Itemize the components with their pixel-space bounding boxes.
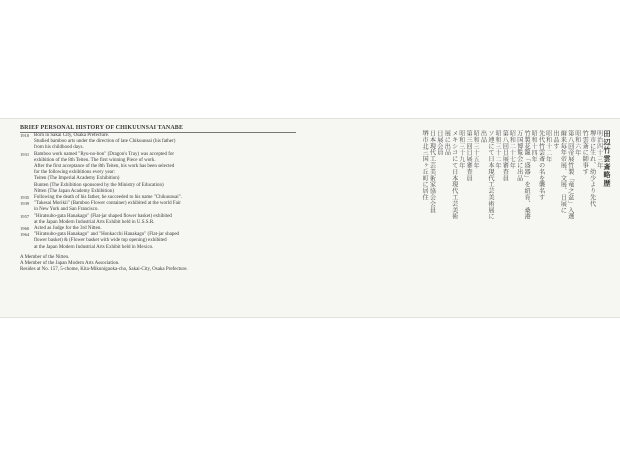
japanese-column: 展に出品	[443, 130, 451, 156]
entry-text: Nitten (The Japan Academy Exhibition)	[34, 188, 114, 194]
japanese-column: 明治四十三年	[595, 130, 603, 169]
japanese-column: 第三回日展審査員	[465, 130, 473, 182]
japanese-history-section	[340, 130, 610, 310]
entry-text: "Takesai Morikii" (Bamboo Flower container) exhibited at the world Fair	[34, 201, 181, 207]
entry-year: 1931	[20, 151, 30, 157]
footer-line: Resides at No. 157, 5-chome, Kita-Mikunigaoka-cho, Sakai-City, Osaka Prefecture.	[20, 267, 188, 273]
japanese-column: 日展会員	[435, 130, 443, 156]
entry-text: After the first acceptance of the 8th Teiten, his work has been selected	[34, 164, 175, 170]
japanese-column: 出品	[479, 130, 487, 143]
entry-text: Acted as Judge for the 3rd Nitten.	[34, 226, 102, 232]
japanese-column: メキシコにて日本現代工芸美術	[450, 130, 458, 220]
entry-year	[20, 245, 34, 251]
entry-text: "Hiratsubo-gata Hanakago" and "Honkacchi Hanakago" (Flat-jar shaped	[34, 232, 180, 238]
japanese-title: 田辺竹雲斎略歴	[603, 130, 611, 188]
japanese-column: 爾来毎年帝展、文展、日展に	[559, 130, 567, 214]
history-entry-line	[20, 245, 302, 251]
japanese-column: 竹製花籠「盛器」を紐育、桑港	[523, 130, 531, 220]
japanese-column: 昭和三十五年	[472, 130, 480, 169]
entry-year: 1964	[20, 232, 30, 238]
entry-year: 1939	[20, 201, 30, 207]
japanese-column: 昭和十四年	[530, 130, 538, 163]
footer-line: A Member of the Japan Modern Arts Association.	[20, 261, 120, 267]
entry-year: 1935	[20, 195, 30, 201]
japanese-column: 堺市に生れ、幼少より先代	[588, 130, 596, 207]
japanese-column: 堺市北三国ヶ丘町に居住	[421, 130, 429, 201]
japanese-column: 昭和三十二年	[493, 130, 501, 169]
entry-text: at the Japan Modern Industrial Arts Exhibit held in U.S.S.R.	[34, 219, 155, 225]
entry-text: in New York and San Francisco.	[34, 207, 99, 213]
entry-text: at the Japan Modern Industrial Arts Exhibit held in Mexico.	[34, 244, 154, 250]
english-history-section	[20, 125, 302, 273]
japanese-column: 先代竹雲斎の名を襲名す	[537, 130, 545, 201]
history-entries	[20, 133, 302, 251]
entry-text: Teiten (The Imperial Academy Exhibition)	[34, 176, 120, 182]
entry-text: Following the death of his father, he succeeded to his name "Chikuunsai".	[34, 195, 182, 201]
japanese-column: 出品す	[551, 130, 559, 150]
japanese-column: 万国博覧会に出品	[515, 130, 523, 182]
entry-year: 1910	[20, 133, 30, 138]
entry-text: flower basket) & (Flower basket with wide top opening) exhibited	[34, 238, 167, 244]
japanese-column: 昭和三十九年	[457, 130, 465, 169]
entry-text: exhibition of the 8th Teiten. The first winning Piece of work.	[34, 157, 156, 163]
footer-line: A Member of the Nitten.	[20, 254, 70, 260]
entry-text: for the following exhibitions every year:	[34, 170, 115, 176]
entry-text: Bamboo work named "Ryu-no-bon" (Dragon's Tray) was accepted for	[34, 151, 175, 157]
membership-footer	[20, 255, 302, 274]
entry-text: from his childhood days.	[34, 145, 84, 151]
japanese-column: ソ連にて日本現代工芸美術展に	[486, 130, 494, 220]
entry-text: Bunten (The Exhibition sponsored by the Ministry of Education)	[34, 182, 164, 188]
japanese-column: 第八回日展審査員	[501, 130, 509, 182]
japanese-column: 第八回帝展竹製「竜之盆」入選	[566, 130, 574, 220]
entry-year: 1957	[20, 213, 30, 219]
japanese-column: 昭和六年	[573, 130, 581, 156]
english-title: BRIEF PERSONAL HISTORY OF CHIKUUNSAI TANABE	[20, 125, 184, 131]
japanese-column: 竹雲斎に師事す	[581, 130, 589, 175]
entry-text: "Hiratsubo-gata Hanakago" (Flat-jar shaped flower basket) exhibited	[34, 213, 172, 219]
japanese-column: 昭和二十七年	[508, 130, 516, 169]
entry-text: Studied bamboo arts under the direction of late Chikuunsai (his father)	[34, 139, 176, 145]
entry-text: Born in Sakai City, Osaka Prefecture.	[34, 133, 110, 138]
japanese-column: 日本現代工芸美術家協会会員	[428, 130, 436, 214]
entry-year: 1960	[20, 226, 30, 232]
japanese-column: 昭和十二年	[544, 130, 552, 163]
